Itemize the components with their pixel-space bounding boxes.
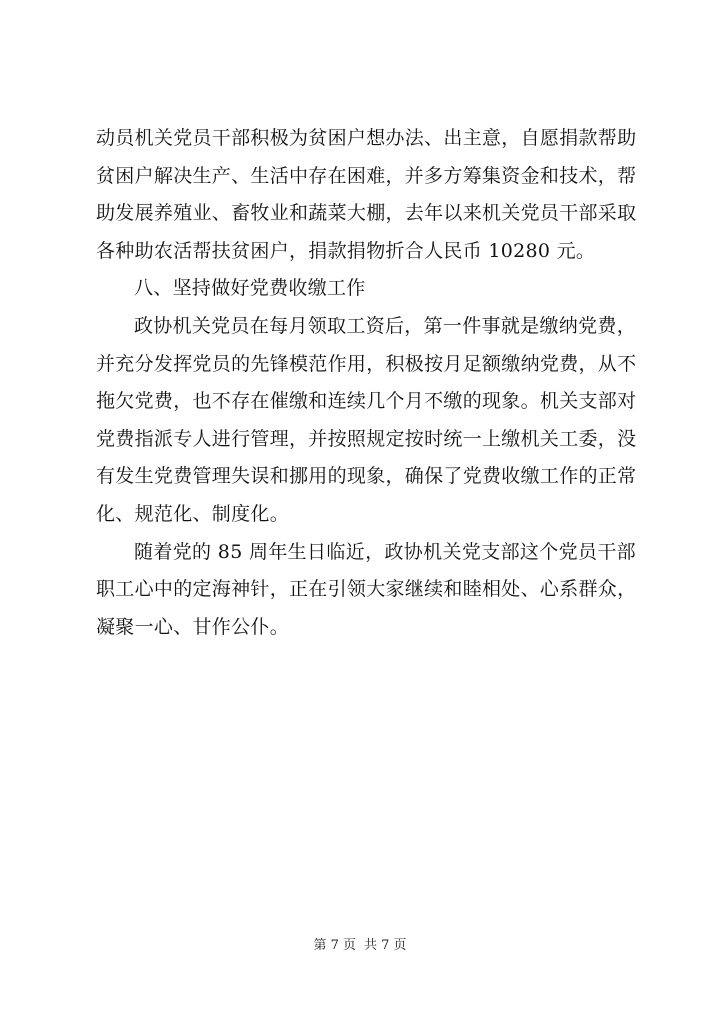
page-total: 共 7 页 bbox=[364, 938, 407, 953]
text-line: 并充分发挥党员的先锋模范作用，积极按月足额缴纳党费，从不 bbox=[96, 352, 637, 375]
text-line: 动员机关党员干部积极为贫困户想办法、出主意，自愿捐款帮助 bbox=[96, 127, 637, 149]
text-line: 职工心中的定海神针，正在引领大家继续和睦相处、心系群众， bbox=[96, 578, 637, 601]
text-line: 化、规范化、制度化。 bbox=[96, 502, 290, 525]
text-line: 党费指派专人进行管理，并按照规定按时统一上缴机关工委，没 bbox=[96, 427, 637, 450]
text-line: 各种助农活帮扶贫困户，捐款捐物折合人民币 10280 元。 bbox=[96, 239, 596, 262]
page-footer bbox=[0, 938, 720, 954]
text-line: 贫困户解决生产、生活中存在困难，并多方筹集资金和技术，帮 bbox=[96, 164, 637, 187]
text-line: 随着党的 85 周年生日临近，政协机关党支部这个党员干部 bbox=[134, 540, 636, 563]
body-text bbox=[96, 128, 636, 654]
text-line: 政协机关党员在每月领取工资后，第一件事就是缴纳党费， bbox=[134, 314, 636, 337]
text-line: 有发生党费管理失误和挪用的现象，确保了党费收缴工作的正常 bbox=[96, 465, 637, 488]
page-number: 第 7 页 bbox=[313, 938, 356, 953]
section-heading: 八、坚持做好党费收缴工作 bbox=[134, 277, 366, 300]
text-line: 拖欠党费，也不存在催缴和连续几个月不缴的现象。机关支部对 bbox=[96, 390, 637, 413]
text-line: 凝聚一心、甘作公仆。 bbox=[96, 615, 290, 638]
text-line: 助发展养殖业、畜牧业和蔬菜大棚，去年以来机关党员干部采取 bbox=[96, 202, 637, 225]
